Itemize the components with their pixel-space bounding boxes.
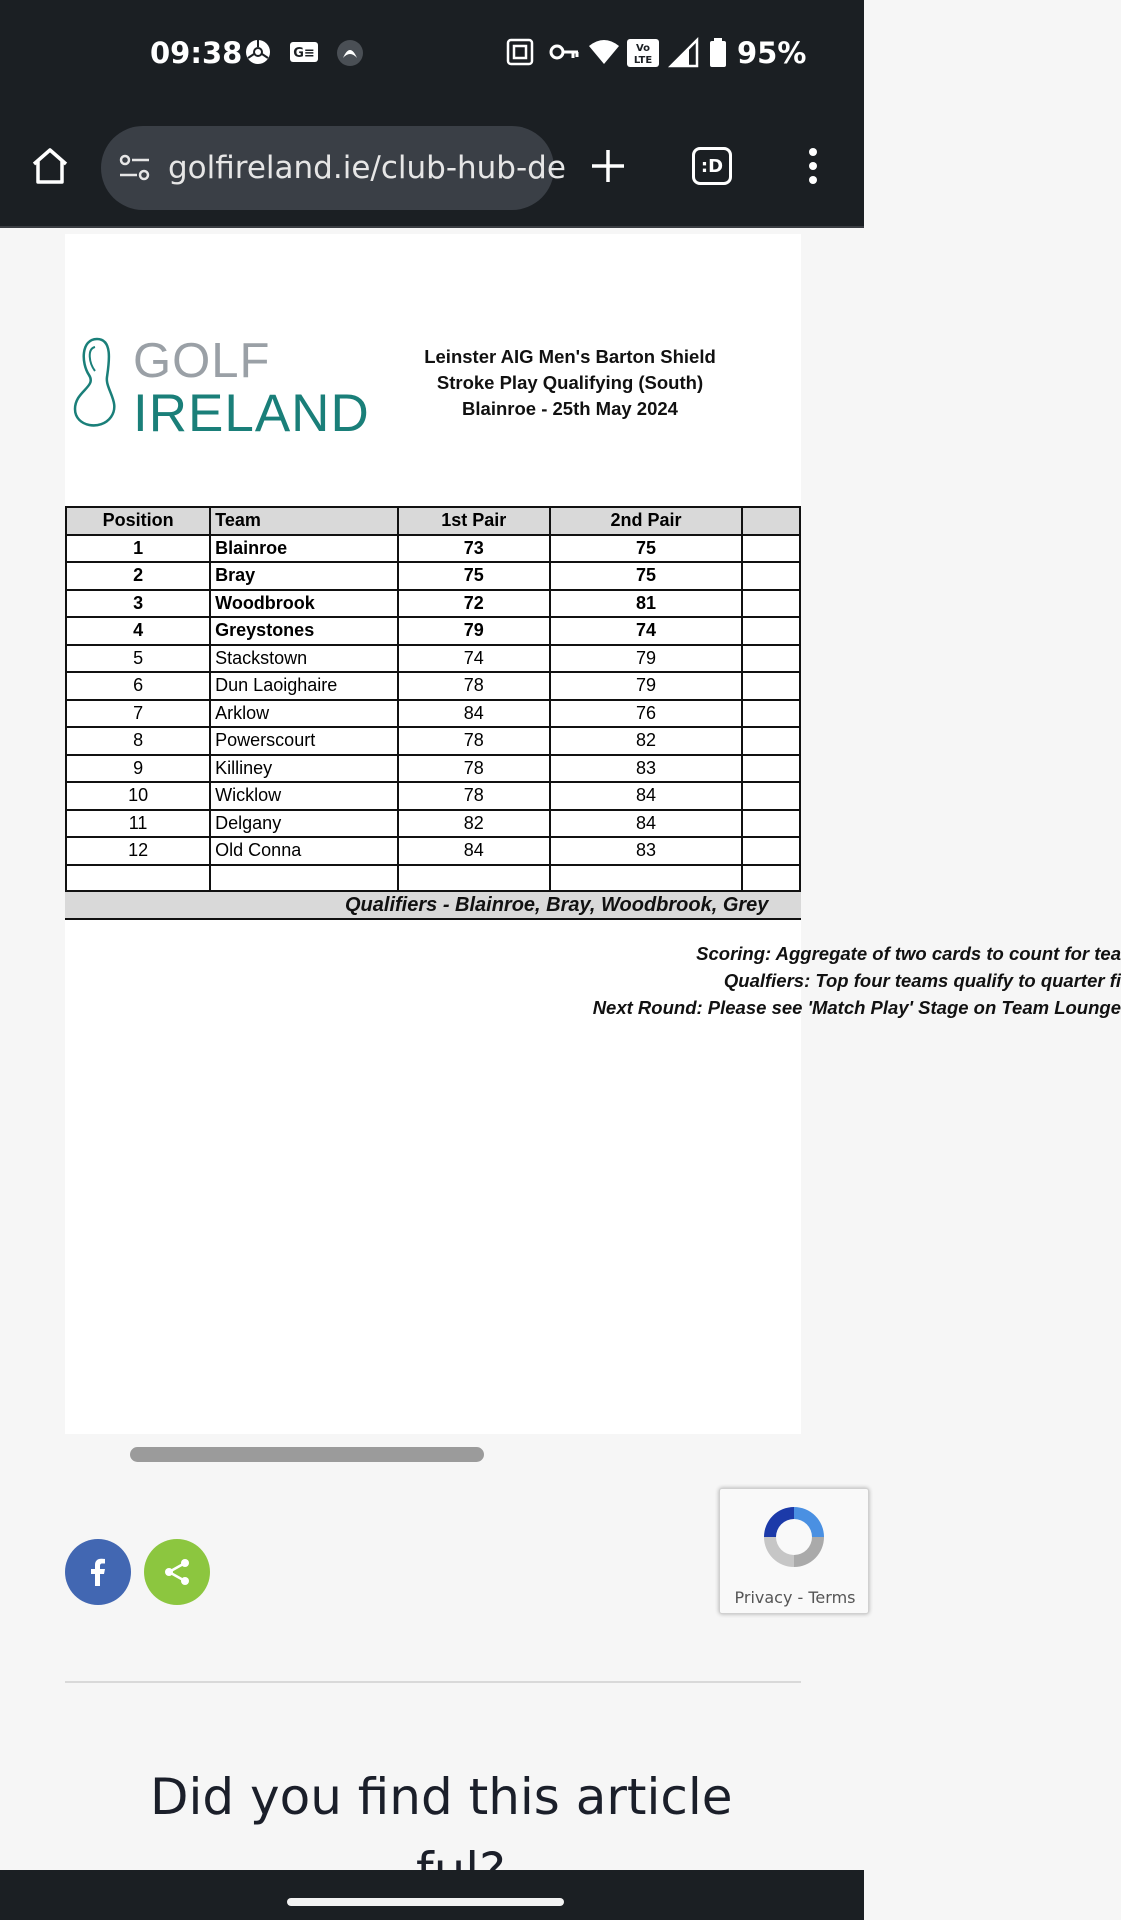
- feedback-question: Did you find this article: [150, 1768, 733, 1826]
- facebook-share-button[interactable]: [65, 1539, 131, 1605]
- logo-mark-icon: [67, 333, 127, 433]
- cell-team: Delgany: [210, 810, 398, 838]
- cell-extra: [742, 590, 800, 618]
- home-icon: [28, 144, 72, 188]
- cell-team: Wicklow: [210, 782, 398, 810]
- plus-icon: [588, 146, 628, 186]
- browser-toolbar: [0, 110, 864, 228]
- battery-percent: 95%: [737, 36, 807, 70]
- title-line: Blainroe - 25th May 2024: [462, 398, 678, 419]
- header-team: Team: [210, 507, 398, 535]
- cell-position: 3: [66, 590, 210, 618]
- cell-1st-pair: 78: [398, 672, 550, 700]
- cell-2nd-pair: 75: [550, 535, 742, 563]
- table-row-empty: [66, 865, 800, 893]
- cell-extra: [742, 755, 800, 783]
- recaptcha-badge[interactable]: [719, 1488, 869, 1614]
- url-text: golfireland.ie/club-hub-de: [168, 150, 566, 186]
- url-bar[interactable]: [101, 126, 566, 210]
- cell-2nd-pair: 81: [550, 590, 742, 618]
- cell-1st-pair: 78: [398, 727, 550, 755]
- system-nav-bar: [0, 1870, 864, 1920]
- cell-position: 9: [66, 755, 210, 783]
- cell-2nd-pair: 75: [550, 562, 742, 590]
- table-row: [66, 672, 800, 700]
- table-row: [66, 535, 800, 563]
- cell-position: 1: [66, 535, 210, 563]
- cell-extra: [742, 562, 800, 590]
- cell-2nd-pair: 84: [550, 810, 742, 838]
- header-position: Position: [66, 507, 210, 535]
- cell-team: Arklow: [210, 700, 398, 728]
- home-gesture-handle[interactable]: [287, 1898, 564, 1906]
- cell-2nd-pair: 84: [550, 782, 742, 810]
- results-table: [65, 506, 801, 893]
- app-notification-icon: [335, 38, 365, 68]
- cell-1st-pair: 74: [398, 645, 550, 673]
- cell-extra: [742, 700, 800, 728]
- share-button[interactable]: [144, 1539, 210, 1605]
- cell-1st-pair: 84: [398, 837, 550, 865]
- cell-1st-pair: 75: [398, 562, 550, 590]
- vpn-key-icon: [548, 38, 578, 68]
- cell-position: 5: [66, 645, 210, 673]
- cell-2nd-pair: 79: [550, 672, 742, 700]
- recaptcha-icon: [754, 1499, 834, 1575]
- cell-1st-pair: 73: [398, 535, 550, 563]
- status-time: 09:38: [150, 36, 243, 70]
- cell-extra: [742, 727, 800, 755]
- site-settings-icon[interactable]: [117, 150, 153, 191]
- note-line: Qualfiers: Top four teams qualify to quarter fi: [723, 970, 1121, 991]
- status-bar: [0, 0, 864, 110]
- cell-team: Blainroe: [210, 535, 398, 563]
- table-row: [66, 755, 800, 783]
- horizontal-scrollbar[interactable]: [130, 1447, 484, 1462]
- table-row: [66, 782, 800, 810]
- signal-icon: [669, 38, 699, 68]
- cell-2nd-pair: 83: [550, 755, 742, 783]
- cell-position: 6: [66, 672, 210, 700]
- cell-2nd-pair: 76: [550, 700, 742, 728]
- cell-position: 11: [66, 810, 210, 838]
- cell-position: 12: [66, 837, 210, 865]
- table-row: [66, 590, 800, 618]
- cell-team: Woodbrook: [210, 590, 398, 618]
- golf-ireland-logo: [67, 329, 370, 443]
- more-vert-icon: [808, 146, 818, 186]
- cell-2nd-pair: 79: [550, 645, 742, 673]
- cell-1st-pair: 72: [398, 590, 550, 618]
- title-line: Leinster AIG Men's Barton Shield: [424, 346, 716, 367]
- results-document[interactable]: [65, 234, 1121, 1434]
- qualifiers-bar: Qualifiers - Blainroe, Bray, Woodbrook, Grey: [65, 890, 801, 920]
- table-row: [66, 727, 800, 755]
- volte-icon: [626, 38, 656, 68]
- header-1st-pair: 1st Pair: [398, 507, 550, 535]
- wifi-icon: [588, 38, 618, 68]
- table-row: [66, 837, 800, 865]
- svg-text:Vo: Vo: [635, 43, 651, 54]
- cell-extra: [742, 645, 800, 673]
- home-button[interactable]: [22, 138, 78, 194]
- table-row: [66, 617, 800, 645]
- cell-team: Killiney: [210, 755, 398, 783]
- facebook-icon: [87, 1558, 109, 1586]
- header-extra: [742, 507, 800, 535]
- document-title: [405, 344, 735, 422]
- cell-1st-pair: 78: [398, 755, 550, 783]
- cell-team: Bray: [210, 562, 398, 590]
- logo-text-ireland: IRELAND: [133, 384, 370, 443]
- section-divider: [65, 1681, 801, 1683]
- document-notes: [593, 940, 1121, 1021]
- cell-position: 2: [66, 562, 210, 590]
- page-content: [0, 228, 1121, 1870]
- title-line: Stroke Play Qualifying (South): [436, 372, 704, 393]
- cell-position: 7: [66, 700, 210, 728]
- recaptcha-links[interactable]: Privacy - Terms: [734, 1588, 856, 1607]
- cell-position: 8: [66, 727, 210, 755]
- cell-2nd-pair: 83: [550, 837, 742, 865]
- table-row: [66, 645, 800, 673]
- cell-team: Powerscourt: [210, 727, 398, 755]
- translate-badge-icon: [289, 38, 319, 68]
- table-row: [66, 810, 800, 838]
- cell-2nd-pair: 74: [550, 617, 742, 645]
- cell-team: Stackstown: [210, 645, 398, 673]
- cell-1st-pair: 82: [398, 810, 550, 838]
- cell-extra: [742, 672, 800, 700]
- cell-extra: [742, 617, 800, 645]
- logo-text-golf: GOLF: [133, 334, 271, 388]
- cell-1st-pair: 84: [398, 700, 550, 728]
- cell-2nd-pair: 82: [550, 727, 742, 755]
- svg-text:G≡: G≡: [293, 46, 315, 61]
- cell-position: 10: [66, 782, 210, 810]
- cell-team: Old Conna: [210, 837, 398, 865]
- table-header-row: [66, 507, 800, 535]
- new-tab-button[interactable]: [580, 138, 636, 194]
- cell-extra: [742, 535, 800, 563]
- table-row: [66, 700, 800, 728]
- header-2nd-pair: 2nd Pair: [550, 507, 742, 535]
- tab-switcher-button[interactable]: [686, 140, 738, 192]
- share-icon: [162, 1557, 192, 1587]
- note-line: Next Round: Please see 'Match Play' Stage on Team Lounge: [592, 997, 1121, 1018]
- cell-extra: [742, 810, 800, 838]
- battery-icon: [708, 38, 738, 68]
- chrome-icon: [244, 38, 274, 68]
- cell-position: 4: [66, 617, 210, 645]
- cell-extra: [742, 782, 800, 810]
- cell-team: Greystones: [210, 617, 398, 645]
- note-line: Scoring: Aggregate of two cards to count for tea: [696, 943, 1121, 964]
- cell-1st-pair: 79: [398, 617, 550, 645]
- tab-count: :D: [692, 147, 732, 185]
- svg-text:LTE: LTE: [633, 55, 653, 66]
- cell-extra: [742, 837, 800, 865]
- cell-team: Dun Laoighaire: [210, 672, 398, 700]
- table-row: [66, 562, 800, 590]
- nfc-icon: [506, 38, 536, 68]
- cell-1st-pair: 78: [398, 782, 550, 810]
- browser-menu-button[interactable]: [798, 138, 828, 194]
